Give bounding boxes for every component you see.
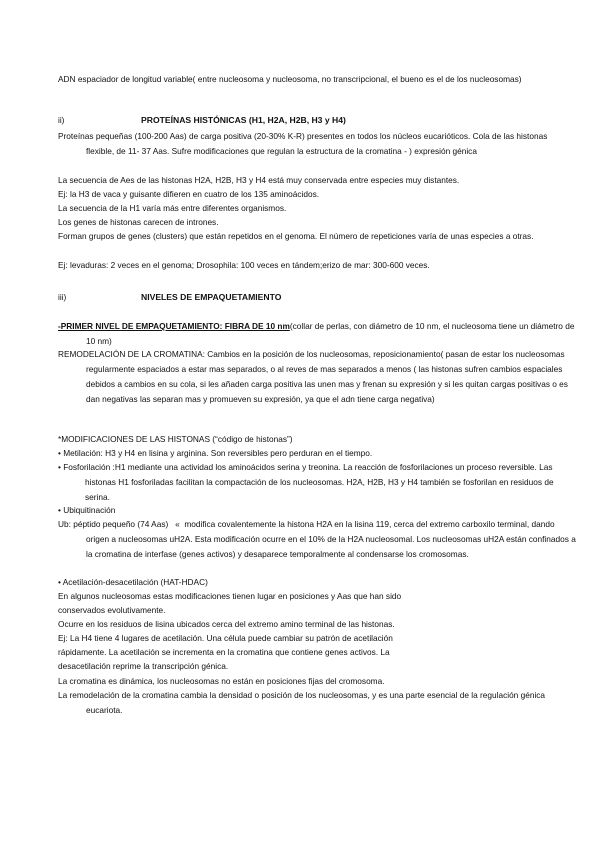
- paragraph-ej-vaca: Ej: la H3 de vaca y guisante difieren en cuatro de los 135 aminoácidos.: [58, 189, 320, 199]
- paragraph-ub: Ub: péptido pequeño (74 Aas) « modifica covalentemente la histona H2A en la lisina 119, cerca del extremo carboxilo terminal, dando origen a nucleosomas uH2A. Esta modificación ocurre en el 10% de la H2A nucleosomal. Los nucleosomas uH2A están confinados a la cromatina de interfase (genes activos) y desaparece temporalmente al condensarse los cromosomas.: [58, 519, 576, 559]
- paragraph-remodelacion-final: La remodelación de la cromatina cambia la densidad o posición de los nucleosomas, y es una parte esencial de la regulación génica eucariota.: [58, 690, 546, 715]
- section-ii-title: PROTEÍNAS HISTÓNICAS (H1, H2A, H2B, H3 y H4): [141, 115, 346, 125]
- primer-nivel-text: (collar de perlas, con diámetro de 10 nm, el nucleosoma tiene un diámetro de 10 nm): [86, 321, 575, 346]
- bullet-metilacion: • Metilación: H3 y H4 en lisina y arginina. Son reversibles pero perduran en el tiempo.: [58, 448, 373, 458]
- paragraph-secuencia-aes: La secuencia de Aes de las histonas H2A, H2B, H3 y H4 está muy conservada entre especies muy distantes.: [58, 175, 460, 185]
- paragraph-algunos-nucleosomas-2: conservados evolutivamente.: [58, 605, 166, 615]
- paragraph-ej-h4: Ej: La H4 tiene 4 lugares de acetilación. Una célula puede cambiar su patrón de acetilación: [58, 633, 393, 643]
- bullet-ubiquitinacion: • Ubiquitinación: [58, 505, 116, 515]
- paragraph-proteinas: Proteínas pequeñas (100-200 Aas) de carga positiva (20-30% K-R) presentes en todos los núcleos eucarióticos. Cola de las histonas flexible, de 11- 37 Aas. Sufre modificaciones que regulan la estructura de la cromatina - ) expresión génica: [58, 131, 548, 156]
- paragraph-h1: La secuencia de la H1 varía más entre diferentes organismos.: [58, 203, 287, 213]
- paragraph-cromatina-dinamica: La cromatina es dinámica, los nucleosomas no están en posiciones fijas del cromosoma.: [58, 676, 385, 686]
- paragraph-algunos-nucleosomas-1: En algunos nucleosomas estas modificaciones tienen lugar en posiciones y Aas que han sido: [58, 591, 402, 601]
- paragraph-rapidamente: rápidamente. La acetilación se incrementa en la cromatina que contiene genes activos. La: [58, 647, 390, 657]
- paragraph-modificaciones: *MODIFICACIONES DE LAS HISTONAS (“código de histonas”): [58, 434, 293, 444]
- section-iii-number: iii): [58, 292, 67, 302]
- bullet-acetilacion: • Acetilación-desacetilación (HAT-HDAC): [58, 577, 208, 587]
- paragraph-genes-intrones: Los genes de histonas carecen de intrones.: [58, 217, 219, 227]
- remodelacion-heading: REMODELACIÓN DE LA CROMATINA:: [58, 349, 208, 359]
- paragraph-desacetilacion: desacetilación reprime la transcripción génica.: [58, 661, 229, 671]
- section-ii-number: ii): [58, 115, 65, 125]
- paragraph-adn-espaciador: ADN espaciador de longitud variable( entre nucleosoma y nucleosoma, no transcripcional, el bueno es el de los nucleosomas): [58, 74, 522, 84]
- paragraph-remodelacion: [58, 347, 576, 407]
- remodelacion-text: Cambios en la posición de los nucleosomas, reposicionamiento( pasan de estar los nucleosomas regularmente espaciados a estar mas separados, o al reves de mas separados a menos ( las histonas sufren cambios espaciales debidos a cambios en su cola, si les añaden carga positiva las unen mas y frenan su expresión y si les quitan cargas positivas o es dan negativas las separan mas y promueven su expresión, ya que el adn tiene carga negativa): [86, 349, 568, 404]
- section-iii-title: NIVELES DE EMPAQUETAMIENTO: [141, 292, 282, 302]
- primer-nivel-heading: -PRIMER NIVEL DE EMPAQUETAMIENTO: FIBRA DE 10 nm: [58, 321, 290, 331]
- bullet-fosforilacion: • Fosforilación :H1 mediante una actividad los aminoácidos serina y treonina. La reacción de fosforilaciones un proceso reversible. Las histonas H1 fosforiladas facilitan la compactación de los nucleosomas. H2A, H2B, H3 y H4 también se fosforilan en residuos de serina.: [58, 462, 554, 502]
- paragraph-clusters: Forman grupos de genes (clusters) que están repetidos en el genoma. El número de repeticiones varía de unas especies a otras.: [58, 231, 534, 241]
- paragraph-levaduras: Ej: levaduras: 2 veces en el genoma; Drosophila: 100 veces en tándem;erizo de mar: 300-600 veces.: [58, 260, 430, 270]
- paragraph-residuos-lisina: Ocurre en los residuos de lisina ubicados cerca del extremo amino terminal de las histonas.: [58, 619, 395, 629]
- paragraph-primer-nivel: [58, 319, 576, 349]
